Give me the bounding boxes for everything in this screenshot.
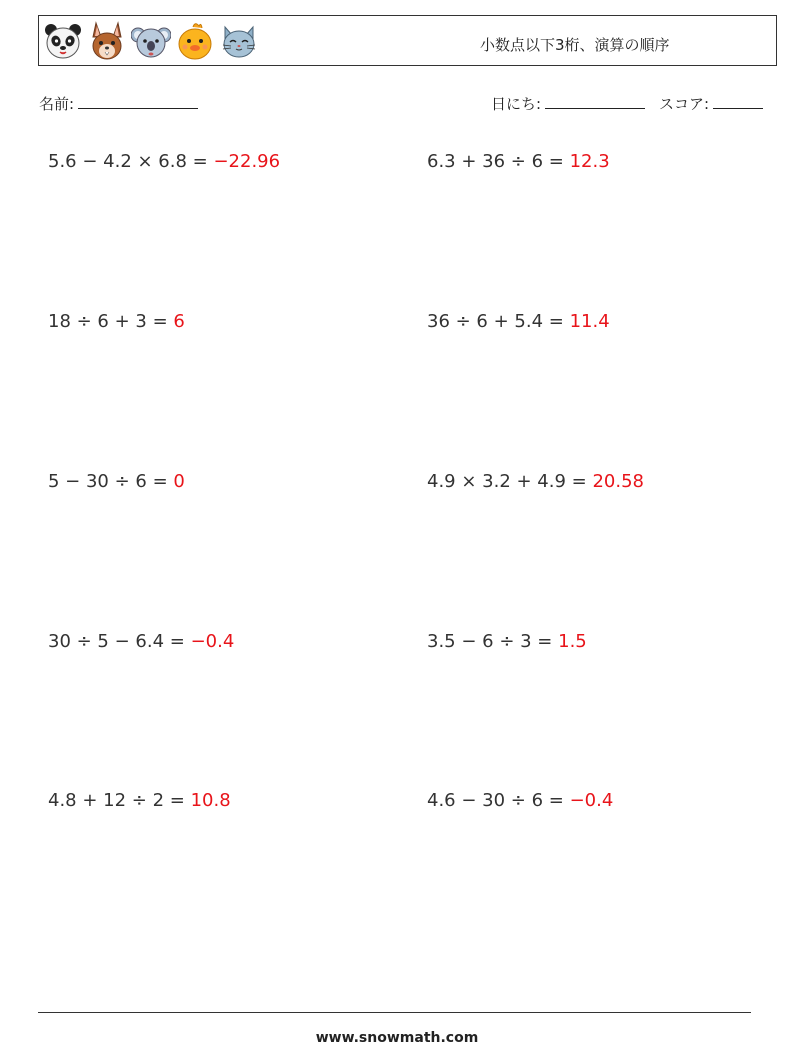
problem-1 [48,151,280,172]
score-field [659,93,763,114]
worksheet-title: 小数点以下3桁、演算の順序 [480,36,670,54]
problem-expression: 5 − 30 ÷ 6 = [48,471,168,492]
problem-10 [427,790,613,811]
problem-3 [48,311,185,332]
rabbit-icon [87,21,127,61]
problem-9 [48,790,231,811]
problem-answer: −0.4 [190,631,235,652]
problem-answer: 11.4 [569,311,610,332]
date-label: 日にち: [491,95,542,113]
problem-5 [48,471,185,492]
problem-answer: 1.5 [558,631,587,652]
problem-expression: 36 ÷ 6 + 5.4 = [427,311,564,332]
problem-expression: 6.3 + 36 ÷ 6 = [427,151,564,172]
problem-expression: 4.9 × 3.2 + 4.9 = [427,471,587,492]
problem-answer: −0.4 [569,790,614,811]
name-blank[interactable] [78,95,198,109]
problem-expression: 18 ÷ 6 + 3 = [48,311,168,332]
date-blank[interactable] [545,95,645,109]
problem-7 [48,631,234,652]
problem-answer: 0 [173,471,185,492]
worksheet-header [38,15,777,66]
footer-divider [38,1012,751,1013]
problem-answer: 6 [173,311,185,332]
problem-2 [427,151,610,172]
problem-expression: 30 ÷ 5 − 6.4 = [48,631,185,652]
score-label: スコア: [659,95,710,113]
name-field [39,93,198,114]
koala-icon [131,21,171,61]
cat-icon [219,21,259,61]
problem-expression: 5.6 − 4.2 × 6.8 = [48,151,208,172]
score-blank[interactable] [713,95,763,109]
problem-expression: 4.8 + 12 ÷ 2 = [48,790,185,811]
chick-icon [175,21,215,61]
problem-answer: 20.58 [592,471,644,492]
problem-8 [427,631,587,652]
footer-url[interactable]: www.snowmath.com [315,1030,479,1046]
name-label: 名前: [39,95,75,113]
problem-6 [427,471,644,492]
problem-answer: 10.8 [190,790,231,811]
problem-answer: −22.96 [213,151,281,172]
problem-answer: 12.3 [569,151,610,172]
problem-expression: 4.6 − 30 ÷ 6 = [427,790,564,811]
problem-4 [427,311,610,332]
panda-icon [43,21,83,61]
animal-icons [43,21,259,61]
problem-expression: 3.5 − 6 ÷ 3 = [427,631,553,652]
date-field [491,93,645,114]
